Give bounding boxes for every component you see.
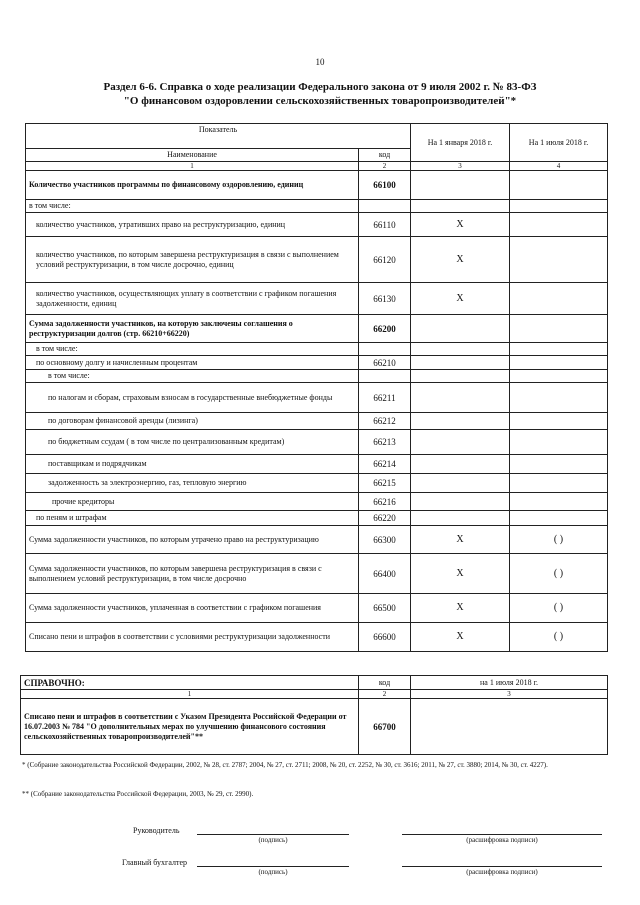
row-name: по бюджетным ссудам ( в том числе по централизованным кредитам) (26, 430, 359, 455)
row-name: Сумма задолженности участников, по которым завершена реструктуризация в связи с выполнением условий реструктуризации, в том числе досрочно (26, 554, 359, 594)
row-jan: X (411, 526, 510, 554)
col-num: 3 (411, 690, 608, 699)
row-jul: ( ) (510, 554, 608, 594)
table-row (26, 356, 608, 370)
table-row (26, 370, 608, 383)
col-num: 3 (411, 162, 510, 171)
row-jan (411, 511, 510, 526)
row-jan: X (411, 623, 510, 652)
header-name: Наименование (26, 149, 359, 162)
row-name: в том числе: (26, 370, 359, 383)
row-code: 66211 (359, 383, 411, 413)
row-name: в том числе: (26, 200, 359, 213)
row-jul (510, 511, 608, 526)
row-code: 66220 (359, 511, 411, 526)
row-jul (510, 413, 608, 430)
title-line-2: "О финансовом оздоровлении сельскохозяйственных товаропроизводителей"* (123, 95, 517, 107)
accountant-decode-caption: (расшифровка подписи) (466, 868, 538, 876)
head-sign-caption: (подпись) (258, 836, 288, 844)
row-jan (411, 493, 510, 511)
row-code: 66210 (359, 356, 411, 370)
row-jan (411, 315, 510, 343)
row-jan: X (411, 283, 510, 315)
header-jul: На 1 июля 2018 г. (510, 124, 608, 162)
header-indicator: Показатель (26, 124, 411, 149)
table-row (26, 413, 608, 430)
footnote-2: ** (Собрание законодательства Российской Федерации, 2003, № 29, ст. 2990). (22, 790, 254, 798)
row-code: 66213 (359, 430, 411, 455)
row-code: 66300 (359, 526, 411, 554)
row-jul (510, 213, 608, 237)
table-row (26, 171, 608, 200)
row-code: 66130 (359, 283, 411, 315)
row-jul (510, 455, 608, 474)
row-jul (510, 283, 608, 315)
table-row (26, 526, 608, 554)
row-jul (510, 493, 608, 511)
reference-label: СПРАВОЧНО: (21, 676, 359, 690)
table-row (26, 283, 608, 315)
row-jan (411, 171, 510, 200)
row-jul (510, 383, 608, 413)
title-line-1: Раздел 6-6. Справка о ходе реализации Федерального закона от 9 июля 2002 г. № 83-ФЗ (103, 81, 537, 93)
table-row (26, 237, 608, 283)
row-jan (411, 430, 510, 455)
table-row (26, 455, 608, 474)
table-row (26, 200, 608, 213)
row-jul: ( ) (510, 623, 608, 652)
row-code: 66215 (359, 474, 411, 493)
accountant-decode-line (402, 866, 602, 867)
row-name: Сумма задолженности участников, на которую заключены соглашения о реструктуризации долгов (стр. 66210+66220) (26, 315, 359, 343)
table-row (26, 511, 608, 526)
header-code: код (359, 149, 411, 162)
row-name: по налогам и сборам, страховым взносам в государственные внебюджетные фонды (26, 383, 359, 413)
page-title (40, 80, 600, 108)
head-decode-line (402, 834, 602, 835)
table-row (26, 213, 608, 237)
ref-row-value (411, 699, 608, 755)
row-name: задолженность за электроэнергию, газ, тепловую энергию (26, 474, 359, 493)
reference-table (20, 675, 608, 755)
accountant-sign-caption: (подпись) (258, 868, 288, 876)
table-row (26, 594, 608, 623)
ref-row-name: Списано пени и штрафов в соответствии с Указом Президента Российской Федерации от 16.07.2003 № 784 "О дополнительных мерах по улучшению финансового состояния сельскохозяйственных товаропроизводителей"** (21, 699, 359, 755)
row-name: Списано пени и штрафов в соответствии с условиями реструктуризации задолженности (26, 623, 359, 652)
row-code: 66100 (359, 171, 411, 200)
row-code: 66500 (359, 594, 411, 623)
ref-row-code: 66700 (359, 699, 411, 755)
row-jan (411, 455, 510, 474)
ref-header-jul: на 1 июля 2018 г. (411, 676, 608, 690)
row-code: 66200 (359, 315, 411, 343)
row-jan: X (411, 237, 510, 283)
row-jan: X (411, 594, 510, 623)
col-num: 1 (21, 690, 359, 699)
row-name: количество участников, утративших право на реструктуризацию, единиц (26, 213, 359, 237)
head-sign-line (197, 834, 349, 835)
header-jan: На 1 января 2018 г. (411, 124, 510, 162)
main-table (25, 123, 608, 652)
row-name: количество участников, осуществляющих уплату в соответствии с графиком погашения задолженности, единиц (26, 283, 359, 315)
row-jul: ( ) (510, 594, 608, 623)
row-name: прочие кредиторы (26, 493, 359, 511)
table-row (26, 343, 608, 356)
row-jan (411, 356, 510, 370)
row-name: Сумма задолженности участников, уплаченная в соответствии с графиком погашения (26, 594, 359, 623)
table-row (26, 554, 608, 594)
row-name: Количество участников программы по финансовому оздоровлению, единиц (26, 171, 359, 200)
col-num: 1 (26, 162, 359, 171)
row-code: 66110 (359, 213, 411, 237)
row-jul (510, 237, 608, 283)
row-jul (510, 430, 608, 455)
table-row (26, 623, 608, 652)
table-row (21, 699, 608, 755)
row-jul (510, 474, 608, 493)
table-row (26, 315, 608, 343)
col-num: 2 (359, 690, 411, 699)
col-num: 2 (359, 162, 411, 171)
row-name: по договорам финансовой аренды (лизинга) (26, 413, 359, 430)
row-code: 66214 (359, 455, 411, 474)
row-code: 66400 (359, 554, 411, 594)
row-jan: X (411, 213, 510, 237)
row-jan (411, 474, 510, 493)
table-row (26, 474, 608, 493)
head-decode-caption: (расшифровка подписи) (466, 836, 538, 844)
row-jul (510, 171, 608, 200)
row-name: Сумма задолженности участников, по которым утрачено право на реструктуризацию (26, 526, 359, 554)
row-name: по основному долгу и начисленным процентам (26, 356, 359, 370)
row-name: по пеням и штрафам (26, 511, 359, 526)
row-jul: ( ) (510, 526, 608, 554)
col-num: 4 (510, 162, 608, 171)
table-row (26, 430, 608, 455)
row-jul (510, 315, 608, 343)
row-name: количество участников, по которым завершена реструктуризация в связи с выполнением условий реструктуризации, в том числе досрочно, единиц (26, 237, 359, 283)
row-code: 66600 (359, 623, 411, 652)
row-jan (411, 383, 510, 413)
accountant-label: Главный бухгалтер (122, 858, 187, 867)
row-code: 66120 (359, 237, 411, 283)
row-code: 66216 (359, 493, 411, 511)
row-name: в том числе: (26, 343, 359, 356)
head-label: Руководитель (133, 826, 180, 835)
page-number: 10 (315, 57, 325, 67)
row-jan (411, 413, 510, 430)
accountant-sign-line (197, 866, 349, 867)
table-row (26, 383, 608, 413)
row-code: 66212 (359, 413, 411, 430)
ref-header-code: код (359, 676, 411, 690)
table-row (26, 493, 608, 511)
footnote-1: * (Собрание законодательства Российской Федерации, 2002, № 28, ст. 2787; 2004, № 27, ст. 2711; 2008, № 20, ст. 2252, № 30, ст. 3616; 2011, № 27, ст. 3880; 2014, № 30, ст. 4227). (22, 761, 548, 769)
row-jan: X (411, 554, 510, 594)
row-name: поставщикам и подрядчикам (26, 455, 359, 474)
row-jul (510, 356, 608, 370)
